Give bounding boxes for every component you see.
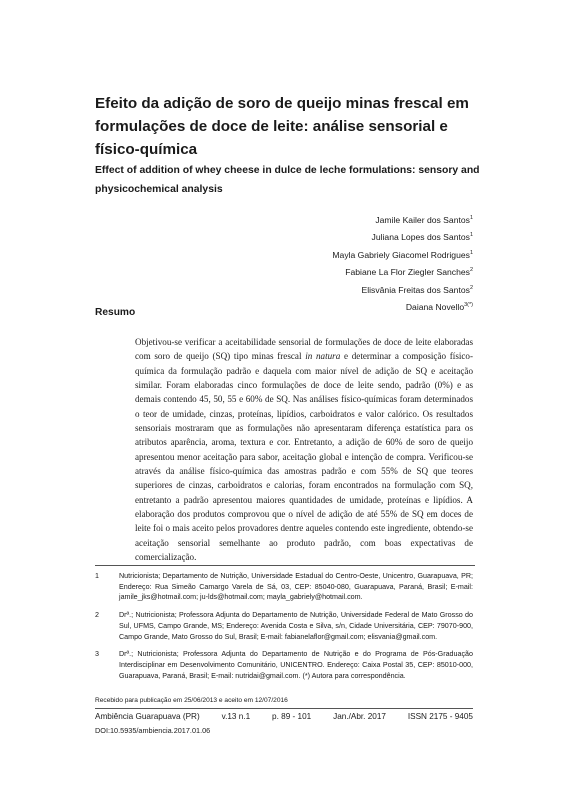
footnote-text: Drª.; Nutricionista; Professora Adjunta do Departamento de Nutrição, Universidade Federal de Mato Grosso do Sul, UFMS, Campo Grande, MS; Endereço: Avenida Costa e Silva, s/n, Cidade Universitária, CEP: 79070-900, Campo Grande, Mato Grosso do Sul, Brasil; E-mail: fabianelaflor@gmail.com; elisvania@gmail.com. [119,611,473,641]
section-heading-resumo: Resumo [95,307,136,318]
journal-date: Jan./Abr. 2017 [333,712,386,721]
author-name: Daiana Novello [405,302,465,313]
journal-info-divider [95,708,473,709]
article-title-english: Effect of addition of whey cheese in dulce de leche formulations: sensory and physicochemical analysis [95,165,480,195]
abstract-text: e determinar a composição físico-química da formulação padrão e daquela com maior nível de adição de SQ e aceitação similar. Foram elaboradas cinco formulações de doce de leite sendo, padrão (0%) e as demais contendo 45, 50, 55 e 60% de SQ. Nas análises físico-químicas foram determinados o teor de umidade, cinzas, proteínas, lipídios, carboidratos e valor calórico. Os resultados sensoriais mostraram que as formulações não apresentaram diferença estatística para os atributos aparência, aroma, textura e cor. Entretanto, a adição de 60% de soro de queijo apresentou menor aceitação para sabor, aceitação global e intenção de compra. Verificou-se através da análise físico-química das amostras padrão e com 55% de SQ que teores superiores de cinzas, carboidratos e calorias, foram encontrados na formulação com SQ, entretanto a padrão apresentou maiores quantidades de umidade, proteínas e lipídios. A elaboração dos produtos comprovou que o nível de adição de até 55% de SQ em doces de leite foi o mais aceito pelos provadores dentre aqueles contendo este ingrediente, obtendo-se aceitação sensorial semelhante ao produto padrão, com boas expectativas de comercialização. [135,351,474,563]
author-entry [332,228,473,245]
footnotes [95,571,473,688]
author-affiliation-mark: 2 [469,267,473,274]
author-name: Elisvânia Freitas dos Santos [361,284,470,295]
abstract-italic-term: in natura [305,351,341,362]
author-affiliation-mark: 1 [469,232,473,239]
footnote-number: 1 [95,572,99,580]
footnote-number: 3 [95,650,99,659]
footnote-divider [95,565,475,566]
author-list [332,211,473,316]
footnote-text: Nutricionista; Departamento de Nutrição, Universidade Estadual do Centro-Oeste, Unicentro, Guarapuava, PR; Endereço: Rua Simeão Camargo Varela de Sá, 03, CEP: 85040-080, Guarapuava, Paraná, Brasil; E-mail: jamile_jks@hotmail.com; ju-lds@hotmail.com; mayla_gabriely@hotmail.com. [119,572,473,602]
footnote-number: 2 [95,611,99,620]
author-entry [332,263,473,280]
footnote [95,610,473,642]
author-affiliation-mark: 2 [469,284,473,291]
abstract-text: Objetivou-se verificar a aceitabilidade sensorial de formulações de doce de leite elaboradas com soro de queijo (SQ) tipo minas frescal [135,337,473,362]
footnote-text: Drª.; Nutricionista; Professora Adjunta do Departamento de Nutrição e do Programa de Pós-Graduação Interdisciplinar em Desenvolvimento Comunitário, UNICENTRO. Endereço: Caixa Postal 35, CEP: 85010-000, Guarapuava, Paraná, Brasil; E-mail: nutridai@gmail.com. (*) Autora para correspondência. [119,650,473,680]
author-affiliation-mark: 1 [469,249,473,256]
author-entry [332,281,473,298]
author-entry [332,246,473,263]
author-entry [332,298,473,315]
author-name: Mayla Gabriely Giacomel Rodrigues [332,249,470,260]
journal-volume: v.13 n.1 [221,712,251,721]
author-name: Juliana Lopes dos Santos [371,232,470,243]
abstract-body [135,335,473,565]
author-affiliation-mark: 3(*) [464,302,473,309]
received-accepted-dates: Recebido para publicação em 25/06/2013 e aceito em 12/07/2016 [95,697,288,704]
journal-name: Ambiência Guarapuava (PR) [95,712,200,721]
author-name: Fabiane La Flor Ziegler Sanches [345,267,470,278]
footnote [95,649,473,681]
journal-issn: ISSN 2175 - 9405 [407,712,473,721]
footnote [95,571,473,603]
doi: DOI:10.5935/ambiencia.2017.01.06 [95,726,211,735]
journal-info [95,712,473,721]
author-affiliation-mark: 1 [469,215,473,221]
article-title-portuguese: Efeito da adição de soro de queijo minas frescal em formulações de doce de leite: análise sensorial e físico-química [95,95,469,158]
journal-pages: p. 89 - 101 [272,712,312,721]
author-name: Jamile Kailer dos Santos [375,214,470,225]
author-entry [332,211,473,228]
